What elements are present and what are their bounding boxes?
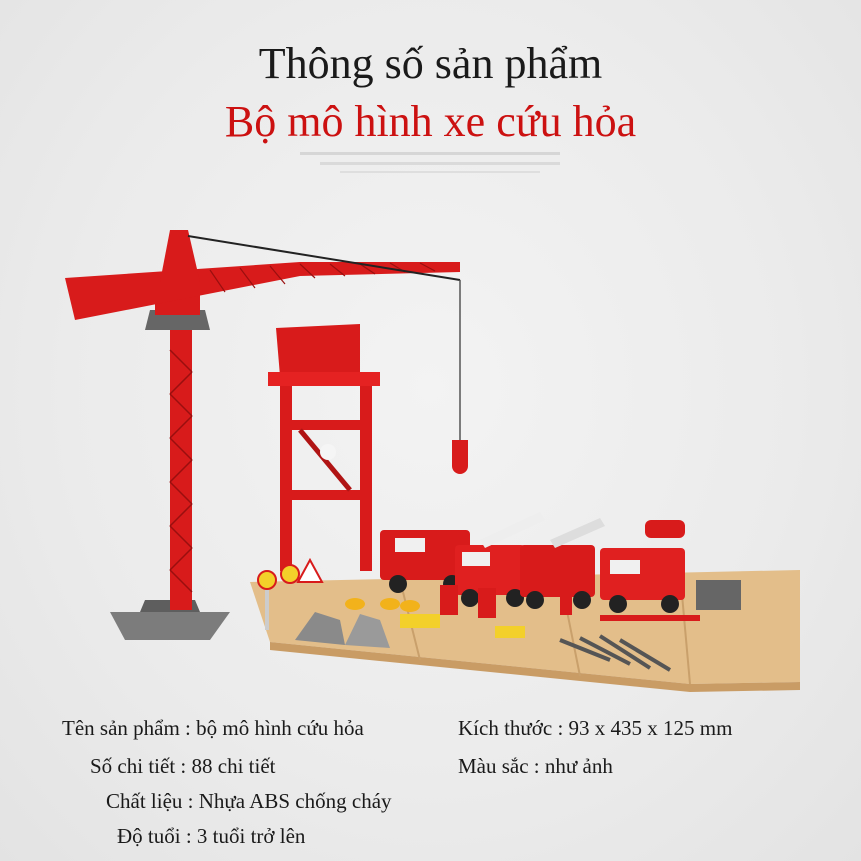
page-title: Thông số sản phẩm	[258, 39, 603, 88]
spec-color: Màu sắc : như ảnh	[458, 754, 613, 778]
spec-size: Kích thước : 93 x 435 x 125 mm	[458, 716, 733, 740]
product-subtitle: Bộ mô hình xe cứu hỏa	[224, 97, 637, 146]
spec-age: Độ tuổi : 3 tuổi trở lên	[117, 824, 306, 848]
fire-station-tower	[268, 324, 380, 571]
spec-product-name: Tên sản phẩm : bộ mô hình cứu hỏa	[62, 716, 364, 740]
spec-material: Chất liệu : Nhựa ABS chống cháy	[106, 789, 392, 813]
spec-part-count: Số chi tiết : 88 chi tiết	[90, 754, 276, 778]
